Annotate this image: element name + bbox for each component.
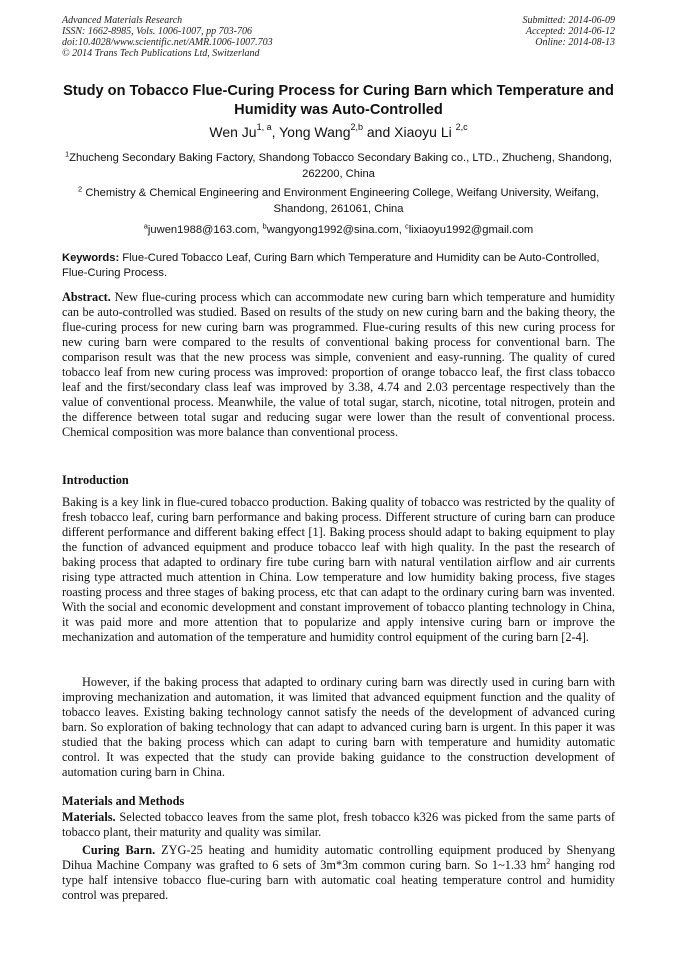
online-date: Online: 2014-08-13: [535, 37, 615, 48]
abstract: [62, 290, 615, 440]
materials-text: Selected tobacco leaves from the same plot, fresh tobacco k326 was picked from the same parts of tobacco plant, their maturity and quality was similar.: [62, 810, 615, 839]
accepted-date: Accepted: 2014-06-12: [525, 26, 615, 37]
journal-name: Advanced Materials Research: [62, 15, 183, 26]
curing-barn-text-cont: hanging rod type half intensive tobacco flue-curing barn with automatic coal heating temperature control and humidity control was prepared.: [62, 858, 615, 902]
affiliation-2: [62, 185, 615, 217]
email-address[interactable]: wangyong1992@sina.com,: [266, 224, 405, 236]
email-list: [62, 222, 615, 238]
submitted-date: Submitted: 2014-06-09: [522, 15, 615, 26]
email-sup: b: [262, 221, 267, 231]
keywords-text: Flue-Cured Tobacco Leaf, Curing Barn which Temperature and Humidity can be Auto-Controlled, Flue-Curing Process.: [62, 252, 600, 279]
author-name: Yong Wang: [279, 124, 351, 140]
keywords: [62, 251, 615, 281]
materials-paragraph: [62, 810, 615, 840]
unit-superscript: 2: [546, 856, 551, 866]
author-separator: and: [363, 124, 395, 140]
affiliation-1: [62, 150, 615, 182]
abstract-text: New flue-curing process which can accommodate new curing barn which temperature and humidity can be auto-controlled was studied. Based on results of the study on new curing barn and the baking theory, the flue-curing process for new curing barn was programmed. Flue-curing results of this new curing process for new curing barn were compared to the results of conventional baking process for conventional barn. The comparison result was that the new process was simple, convenient and easy-running. The quality of cured tobacco leaf from new curing process was improved: proportion of orange tobacco leaf, the first class tobacco leaf and the first/secondary class leaf was improved by 3.38, 4.74 and 2.03 percentage respectively than the value of conventional process. Meanwhile, the value of total sugar, starch, nicotine, total nitrogen, protein and the difference between total sugar and reducing sugar were lower than the result of conventional process. Chemical composition was more balance than conventional process.: [62, 290, 615, 439]
introduction-paragraph-2: However, if the baking process that adapted to ordinary curing barn was directly used in curing barn with improving mechanization and automation, it was limited that advanced equipment function and the quality of tobacco leaves. Existing baking technology cannot satisfy the needs of the development of advanced curing barn. So exploration of baking technology that can adapt to advanced curing barn is urgent. In this paper it was studied that the baking process which can adapt to curing barn with temperature and humidity automatic control. It was expected that the study can provide baking guidance to the construction development of automation curing barn in China.: [62, 675, 615, 779]
author-affiliation-sup: 2,b: [350, 122, 363, 133]
journal-issn: ISSN: 1662-8985, Vols. 1006-1007, pp 703-706: [62, 26, 252, 37]
methods-heading: Materials and Methods: [62, 794, 185, 808]
affiliation-number: 1: [64, 149, 70, 159]
email-sup: c: [404, 221, 409, 231]
introduction-paragraph-1: Baking is a key link in flue-cured tobacco production. Baking quality of tobacco was restricted by the quality of fresh tobacco leaf, curing barn performance and baking process. Different structure of curing barn can produce different performance and different baking effect [1]. Baking process should adapt to baking equipment to play the function of advanced equipment and produce tobacco leaf with high quality. In the past the research of baking process that adapted to ordinary fire tube curing barn with natural ventilation airflow and air currents rising type attracted much attention in China. Low temperature and low humidity baking process, five stages roasting process and three stages of baking process, etc that can adapt to the ordinary curing barn was invented. With the social and economic development and constant improvement of tobacco planting technology in China, it was paid more and more attention that to popularize and apply intensive curing barn or improve the mechanization and automation of the temperature and humidity control equipment of the curing barn [2-4].: [62, 495, 615, 644]
dates-header: [523, 15, 616, 48]
email-address[interactable]: juwen1988@163.com,: [147, 224, 263, 236]
journal-copyright: © 2014 Trans Tech Publications Ltd, Switzerland: [62, 48, 260, 59]
author-list: [62, 123, 615, 141]
email-address[interactable]: lixiaoyu1992@gmail.com: [408, 224, 534, 236]
affiliation-text: Zhucheng Secondary Baking Factory, Shandong Tobacco Secondary Baking co., LTD., Zhucheng, Shandong, 262200, China: [69, 152, 613, 180]
curing-barn-text: ZYG-25 heating and humidity automatic controlling equipment produced by Shenyang Dihua Machine Company was grafted to 6 sets of 3m*3m common curing barn. So 1~1.33 hm: [62, 843, 615, 872]
abstract-label: Abstract.: [62, 290, 111, 304]
author-affiliation-sup: 2,c: [455, 122, 468, 133]
curing-barn-label: Curing Barn.: [82, 843, 156, 857]
email-sup: a: [143, 221, 148, 231]
author-separator: ,: [271, 124, 280, 140]
materials-label: Materials.: [62, 810, 116, 824]
journal-header: [62, 15, 273, 59]
introduction-heading: Introduction: [62, 473, 129, 487]
author-name: Xiaoyu Li: [394, 124, 452, 140]
curing-barn-paragraph: [62, 843, 615, 903]
affiliation-text: Chemistry & Chemical Engineering and Environment Engineering College, Weifang University, Weifang, Shandong, 261061, China: [85, 187, 599, 215]
affiliation-number: 2: [78, 184, 83, 194]
journal-doi: doi:10.4028/www.scientific.net/AMR.1006-1007.703: [62, 37, 273, 48]
paper-title: Study on Tobacco Flue-Curing Process for Curing Barn which Temperature and Humidity was Auto-Controlled: [63, 83, 614, 118]
keywords-label: Keywords:: [62, 252, 120, 264]
author-name: Wen Ju: [209, 124, 257, 140]
author-affiliation-sup: 1, a: [256, 122, 272, 133]
